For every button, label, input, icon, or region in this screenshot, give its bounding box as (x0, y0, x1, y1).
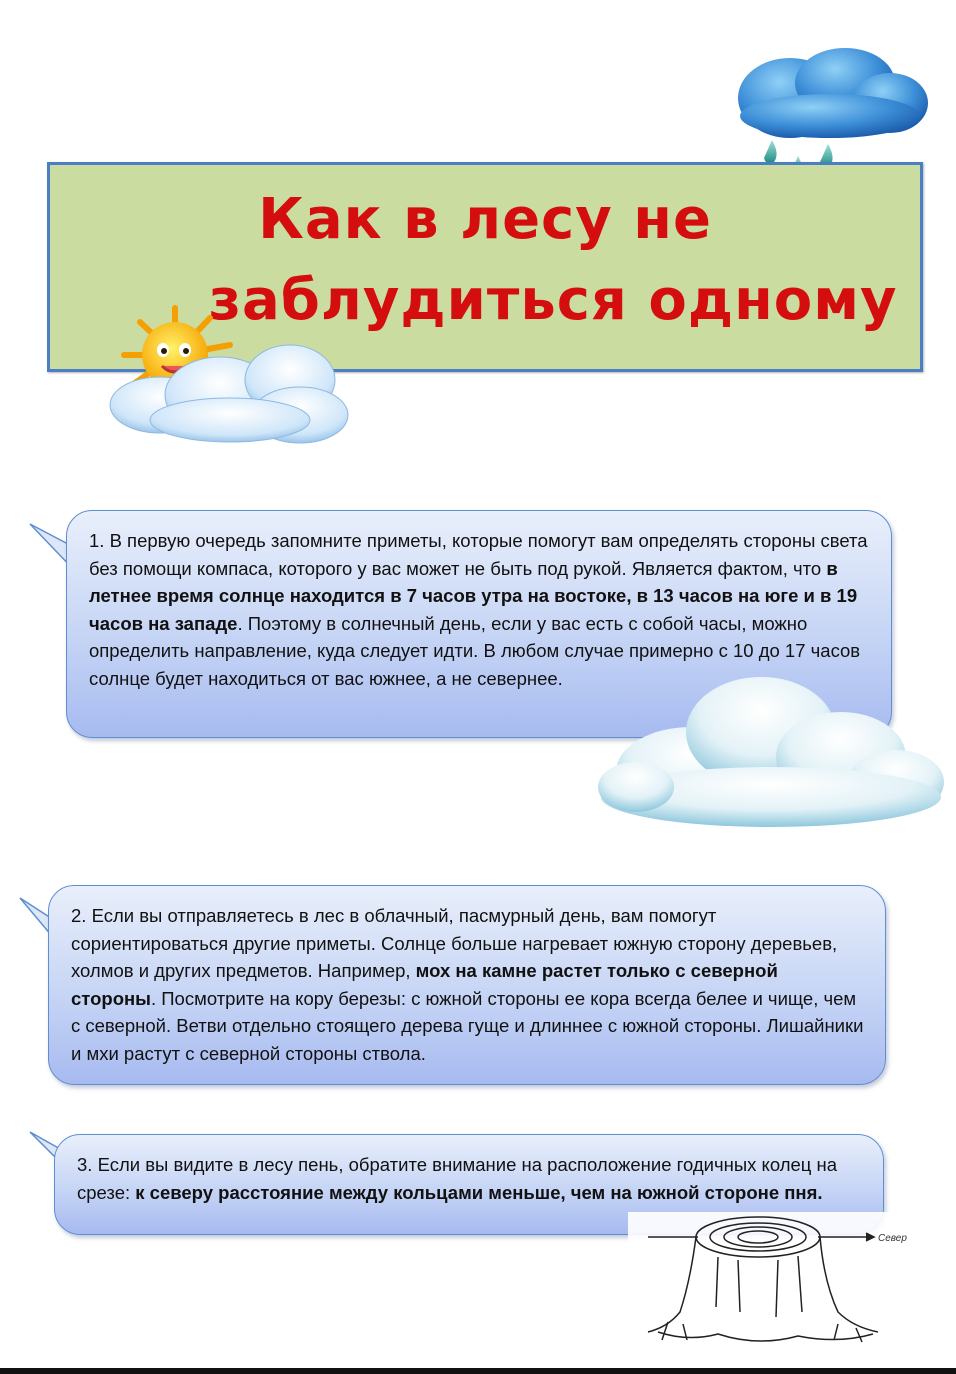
sun-on-cloud-icon (100, 300, 350, 450)
bottom-border (0, 1368, 956, 1374)
tip-3-text: 3. Если вы видите в лесу пень, обратите внимание на расположение годичных колец на срезе: к северу расстояние между кольцами меньше, чем на южной стороне пня. (77, 1154, 838, 1203)
title-line-1: Как в лесу не (258, 187, 712, 252)
tip-bubble-2 (48, 885, 886, 1085)
cloud-icon (596, 672, 948, 832)
tree-stump-icon (628, 1212, 918, 1362)
stump-north-label: Север (878, 1233, 907, 1244)
title-line-2: заблудиться одному (208, 268, 898, 333)
tip-2-text: 2. Если вы отправляетесь в лес в облачный, пасмурный день, вам помогут сориентироваться другие приметы. Солнце больше нагревает южную сторону деревьев, холмов и других предметов. Например, мох на камне растет только с северной стороны. Посмотрите на кору березы: с южной стороны ее кора всегда белее и чище, чем с северной. Ветви отдельно стоящего дерева гуще и длиннее с южной стороны. Лишайники и мхи растут с северной стороны ствола. (71, 905, 864, 1064)
tip-1-text: 1. В первую очередь запомните приметы, которые помогут вам определять стороны света без помощи компаса, которого у вас может не быть под рукой. Является фактом, что в летнее время солнце находится в 7 часов утра на востоке, в 13 часов на юге и в 19 часов на западе. Поэтому в солнечный день, если у вас есть с собой часы, можно определить направление, куда следует идти. В любом случае примерно с 10 до 17 часов солнце будет находиться от вас южнее, а не севернее. (89, 530, 868, 689)
